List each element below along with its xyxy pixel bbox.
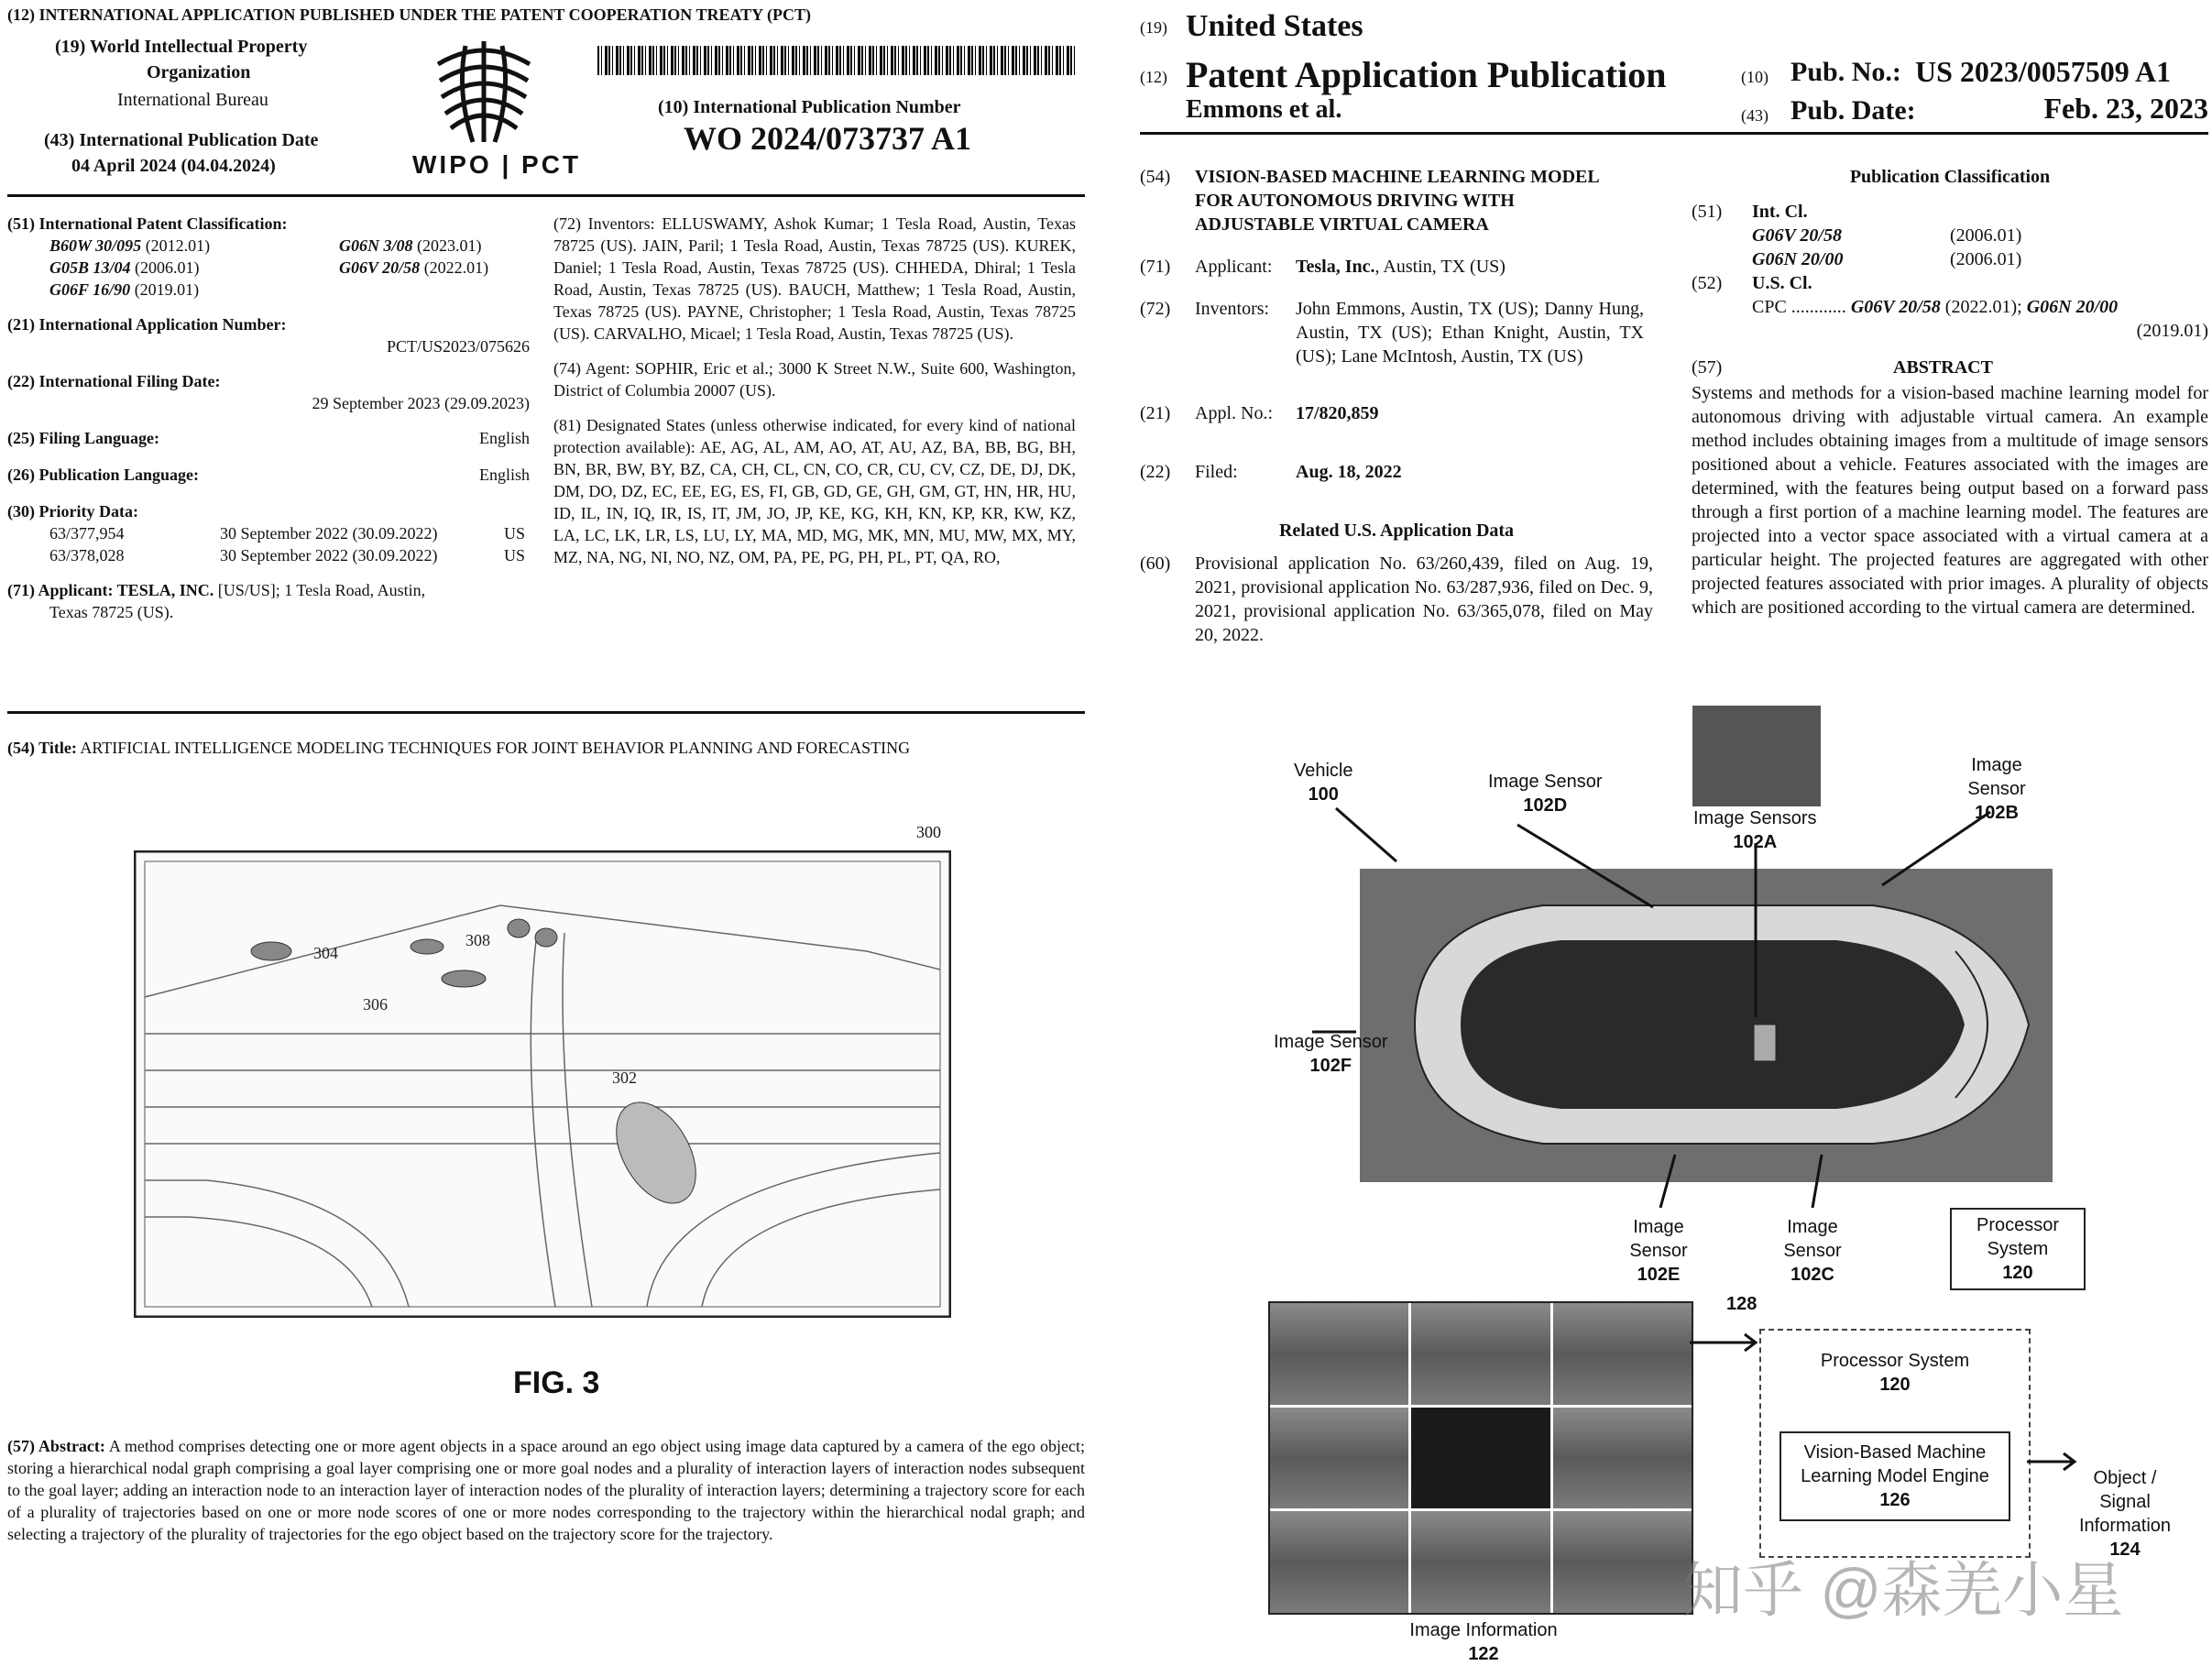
us-bib-col-1: (54) VISION-BASED MACHINE LEARNING MODEL FOR AUTONOMOUS DRIVING WITH ADJUSTABLE VIRTUAL CAMERA (71) Applicant: Tesla, Inc., Austin, TX (US) (72) Inventors: John Emmons, Austin, TX (US); Danny Hung, Austin, TX (US); Ethan Knight, Austin, TX (US); Lane McIntosh, Austin, TX (US) (21) Appl. No.: 17/820,859 (22) Filed: Aug. 18, 2022 Related U.S. Application Data (60) Provisional application No. 63/260,439, filed on Aug. 19, 2021, provisional application No. 63/287,936, filed on Dec. 9, 2021, provisional application No. 63/365,078, filed on May 20, 2022. xyxy=(1140,167,1653,645)
us-title: VISION-BASED MACHINE LEARNING MODEL FOR AUTONOMOUS DRIVING WITH ADJUSTABLE VIRTUAL CAMERA xyxy=(1195,167,1599,235)
fig-label-308: 308 xyxy=(465,931,490,949)
us-bib-col-2: Publication Classification (51) Int. Cl. G06V 20/58 (2006.01) G06N 20/00 (2006.01) (52) U.S. Cl. CPC ............ G06V 20/58 (2022.01); G06N 20/00 (2019.01) (57) ABSTRACT Systems and methods for a vision-based machine learning model for autonomous driving with adjustable virtual camera. An example method includes obtaining images from a multitude of image sensors positioned about a vehicle. Features associated with the images are determined, with the features being output based on a forward pass through a first portion of a machine learning model. The features are projected into a vector space associated with a virtual camera at a particular height. The projected features are aggregated with other projected features associated with prior images. A plurality of objects which are positioned according to the virtual camera are determined. xyxy=(1692,167,2208,618)
barcode xyxy=(597,46,1078,75)
bib-col-1: (51) International Patent Classification: B60W 30/095 (2012.01) G06N 3/08 (2023.01) G05B 13/04 (2006.01) G06V 20/58 (2022.01) G06F 16/90 (2019.01) (21) International Application Number: PCT/US2023/075626 (22) International Filing Date: 29 September 2023 (29.09.2023) (25) Filing Language: English (26) Publication Language: English (30) Priority Data: 63/377,954 30 September 2022 (30.09.2022) US 63/378,028 30 September 2022 (30.09.2022) US (71) Applicant: TESLA, INC. [US/US]; 1 Tesla Road, Austin, Texas 78725 (US). xyxy=(7,214,530,621)
callout-arrows xyxy=(1140,706,2208,1255)
fig-label-304: 304 xyxy=(313,944,338,962)
wipo-bureau: International Bureau xyxy=(117,90,268,110)
wipo-globe-icon xyxy=(429,27,539,147)
label-128: 128 xyxy=(1726,1294,1758,1314)
agent: (74) Agent: SOPHIR, Eric et al.; 3000 K Street N.W., Suite 600, Washington, District of Columbia 20007 (US). xyxy=(553,359,1076,400)
us-figure: Vehicle 100 Image Sensor 102D Image Sensors 102A Image Sensor 102B Image Sensor 102F Image Sensor 102E Image Sensor 102C Processor System 120 128 Processor System 120 Vision-Based Machine Learning Model Engine 126 Object / Signal Information 124 Image Information 122 知乎 @森羌小星 xyxy=(1140,706,2208,1659)
object-signal-info: Object / Signal Information 124 xyxy=(2078,1468,2172,1560)
processor-system-box: Processor System 120 Vision-Based Machine Learning Model Engine 126 xyxy=(1759,1329,2031,1558)
pub-date-label: (43) International Publication Date xyxy=(44,130,319,150)
pub-date: 04 April 2024 (04.04.2024) xyxy=(71,156,276,176)
pub-number: WO 2024/073737 A1 xyxy=(684,120,972,157)
title: (54) Title: ARTIFICIAL INTELLIGENCE MODELING TECHNIQUES FOR JOINT BEHAVIOR PLANNING AND FORECASTING xyxy=(7,739,911,757)
pub-number-label: (10) International Publication Number xyxy=(658,97,961,117)
inventors: (72) Inventors: ELLUSWAMY, Ashok Kumar; 1 Tesla Road, Austin, Texas 78725 (US). JAIN, Paril; 1 Tesla Road, Austin, Texas 78725 (US). KUREK, Daniel; 1 Tesla Road, Austin, Texas 78725 (US). CHHEDA, Dhiral; 1 Tesla Road, Austin, Texas 78725 (US). BAUCH, Matthew; 1 Tesla Road, Austin, Texas 78725 (US). PAYNE, Christopher; 1 Tesla Road, Austin, Texas 78725 (US). CARVALHO, Micael; 1 Tesla Road, Austin, Texas 78725 (US). xyxy=(553,214,1076,343)
designated-states: (81) Designated States (unless otherwise indicated, for every kind of national protection available): AE, AG, AL, AM, AO, AT, AU, AZ, BA, BB, BG, BH, BN, BR, BW, BY, BZ, CA, CH, CL, CN, CO, CR, CU, CV, CZ, DE, DJ, DK, DM, DO, DZ, EC, EE, EG, ES, FI, GB, GD, GE, GH, GM, GT, HN, HR, HU, ID, IL, IN, IQ, IR, IS, IT, JM, JO, JP, KE, KG, KH, KN, KP, KR, KW, KZ, LA, LC, LK, LR, LS, LU, LY, MA, MD, MG, MK, MN, MU, MW, MX, MY, MZ, NA, NG, NI, NO, NZ, OM, PA, PE, PG, PH, PL, PT, QA, RO, xyxy=(553,416,1076,566)
us-provisional: Provisional application No. 63/260,439, filed on Aug. 19, 2021, provisional application No. 63/287,936, filed on Dec. 9, 2021, provisional application No. 63/365,078, filed on May 20, 2022. xyxy=(1195,554,1653,645)
wipo-pct-logo: WIPO | PCT xyxy=(412,150,582,179)
ipc-label: (51) International Patent Classification: xyxy=(7,214,288,233)
fig-label-302: 302 xyxy=(612,1069,637,1087)
fig-caption: FIG. 3 xyxy=(513,1365,600,1400)
app-number-label: (21) International Application Number: xyxy=(7,315,287,334)
app-number: PCT/US2023/075626 xyxy=(386,337,530,356)
wipo-org: (19) World Intellectual Property xyxy=(55,37,308,57)
pct-header: (12) INTERNATIONAL APPLICATION PUBLISHED UNDER THE PATENT COOPERATION TREATY (PCT) xyxy=(7,5,811,24)
filing-date-label: (22) International Filing Date: xyxy=(7,372,221,390)
bib-col-2 xyxy=(553,213,1076,568)
fig3-drawing xyxy=(134,850,951,1318)
us-inventors: John Emmons, Austin, TX (US); Danny Hung, Austin, TX (US); Ethan Knight, Austin, TX (US); Lane McIntosh, Austin, TX (US) xyxy=(1296,299,1644,367)
fig-label-306: 306 xyxy=(363,995,388,1014)
watermark: 知乎 @森羌小星 xyxy=(1682,1556,2124,1624)
ml-engine-box: Vision-Based Machine Learning Model Engine 126 xyxy=(1779,1431,2010,1521)
fig-ref-300: 300 xyxy=(916,823,941,841)
image-information-label: Image Information 122 xyxy=(1409,1620,1558,1664)
arrow-128 xyxy=(1690,1329,1763,1356)
image-information-grid xyxy=(1268,1301,1693,1615)
wipo-org-2: Organization xyxy=(147,62,251,82)
filing-date: 29 September 2023 (29.09.2023) xyxy=(312,394,530,412)
us-header: (19) United States (12) Patent Application Publication (10) Pub. No.: US 2023/0057509 A1 Emmons et al. (43) Pub. Date: Feb. 23, 2023 xyxy=(1140,9,2208,126)
us-abstract: Systems and methods for a vision-based machine learning model for autonomous driving with adjustable virtual camera. An example method includes obtaining images from a multitude of image sensors positioned about a vehicle. Features associated with the images are determined, with the features being output based on a forward pass through a first portion of a machine learning model. The features are projected into a vector space associated with a virtual camera at a particular height. The projected features are aggregated with other projected features associated with prior images. A plurality of objects which are positioned according to the virtual camera are determined. xyxy=(1692,383,2208,618)
abstract: (57) Abstract: A method comprises detecting one or more agent objects in a space around an ego object using image data captured by a camera of the ego object; storing a hierarchical nodal graph comprising a goal layer comprising one or more goal nodes and a plurality of interaction layers of interaction nodes subsequent to the goal layer; adding an interaction node to an interaction layer of interaction nodes of the plurality of interaction layers; determining a trajectory score for each of a plurality of trajectories based on one or more node scores of one or more nodes corresponding to the trajectory within the hierarchical nodal graph; and selecting a trajectory of the plurality of trajectories for the ego object based on the trajectory score for the trajectory. xyxy=(7,1437,1085,1543)
